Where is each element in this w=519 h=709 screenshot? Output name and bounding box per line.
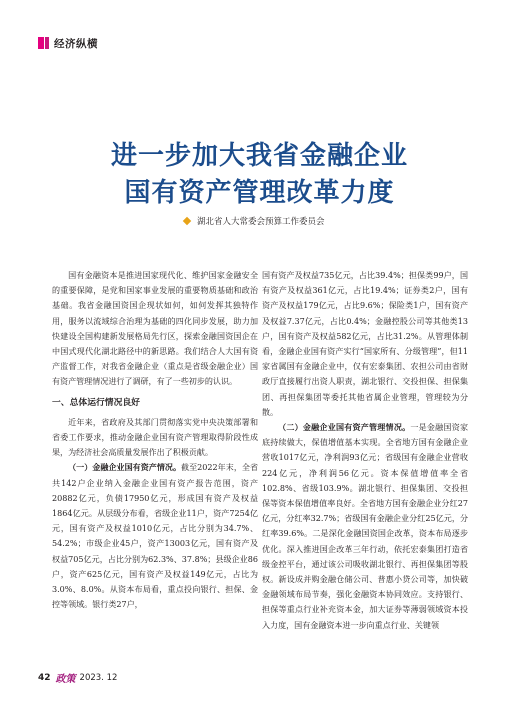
section-tag bbox=[38, 36, 98, 50]
article-title-line-1: 进一步加大我省金融企业 bbox=[110, 141, 408, 171]
page-number: 42 bbox=[38, 672, 51, 683]
right-column bbox=[262, 268, 468, 633]
diamond-bullet-icon bbox=[183, 217, 191, 225]
paragraph-management bbox=[262, 420, 468, 633]
subheading-assets: （一）金融企业国有资产情况。 bbox=[68, 462, 182, 473]
paragraph-overview: 近年来，省政府及其部门贯彻落实党中央决策部署和省委工作要求，推动金融企业国有资产管理取得阶段性成果，为经济社会高质量发展作出了积极贡献。 bbox=[52, 417, 258, 458]
left-column bbox=[52, 268, 258, 612]
author-name: 湖北省人大常委会预算工作委员会 bbox=[197, 217, 325, 227]
author-line bbox=[184, 215, 325, 227]
paragraph-continued: 国有资产及权益735亿元，占比39.4%；担保类99户，国有资产及权益361亿元，占比19.4%；证券类2户，国有资产及权益179亿元，占比9.6%；保险类1户，国有资产及权益7.37亿元，占比0.4%；金融控股公司等其他类13户，国有资产及权益582亿元，占比31.2%。从管理体制看，金融企业国有资产实行“国家所有、分级管理”，但11家省属国有金融企业中，仅有宏泰集团、农担公司由省财政厅直接履行出资人职责，湖北银行、交投担保、担保集团、再担保集团等委托其他省属企业管理，管理较为分散。 bbox=[262, 271, 468, 417]
magazine-logo: 政策 bbox=[55, 674, 76, 685]
subheading-management: （二）金融企业国有资产管理情况。 bbox=[278, 422, 411, 433]
article-title-line-2: 国有资产管理改革力度 bbox=[124, 178, 395, 208]
section-tag-marker-2 bbox=[45, 37, 49, 49]
section-tag-marker bbox=[38, 37, 44, 49]
section-heading-1: 一、总体运行情况良好 bbox=[52, 397, 140, 408]
page-footer bbox=[38, 670, 117, 685]
paragraph-management-text: 一是金融国资家底持续做大，保值增值基本实现。全省地方国有金融企业营收1017亿元，净利润93亿元；省级国有金融企业营收224亿元，净利润56亿元。资本保值增值率全省102.8%、省级103.9%。湖北银行、担保集团、交投担保等资本保值增值率良好。全省地方国有金融企业分红27亿元，分红率32.7%；省级国有金融企业分红25亿元，分红率39.6%。二是深化金融国资国企改革，资本布局逐步优化。深入推进国企改革三年行动，依托宏泰集团打造省级金控平台，通过该公司吸收湖北银行、再担保集团等股权。新设成并购金融仓储公司、普惠小贷公司等，加快破金融领域布局节奏，强化金融资本协同效应。支持银行、担保等重点行业补充资本金，加大证券等薄弱领域资本投入力度，国有金融资本进一步向重点行业、关键领 bbox=[262, 423, 469, 630]
section-tag-label: 经济纵横 bbox=[54, 37, 98, 50]
paragraph-assets-text: 截至2022年末，全省共142户企业纳入金融企业国有资产报告范围，资产20882亿元，负债17950亿元，形成国有资产及权益1864亿元。从层级分布看，省级企业11户，资产7254亿元，国有资产及权益1010亿元，占比分别为34.7%、54.2%；市级企业45户，资产13003亿元，国有资产及权益705亿元，占比分别为62.3%、37.8%；县级企业86户，资产625亿元，国有资产及权益149亿元，占比为3.0%、8.0%。从资本布局看，重点投向银行、担保、金控等领域。银行类27户， bbox=[52, 463, 258, 610]
paragraph-intro: 国有金融资本是推进国家现代化、维护国家金融安全的重要保障，是党和国家事业发展的重要物质基础和政治基础。我省金融国资国企现状如何，如何发挥其独特作用，服务以流域综合治理为基础的四化同步发展，助力加快建设全国构建新发展格局先行区，探索金融国资国企在中国式现代化湖北路径中的新思路。我们结合人大国有资产监督工作，对我省金融企业（重点是省级金融企业）国有资产管理情况进行了调研，有了一些初步的认识。 bbox=[52, 271, 258, 387]
paragraph-assets bbox=[52, 460, 258, 612]
issue-date: 2023. 12 bbox=[79, 672, 118, 683]
